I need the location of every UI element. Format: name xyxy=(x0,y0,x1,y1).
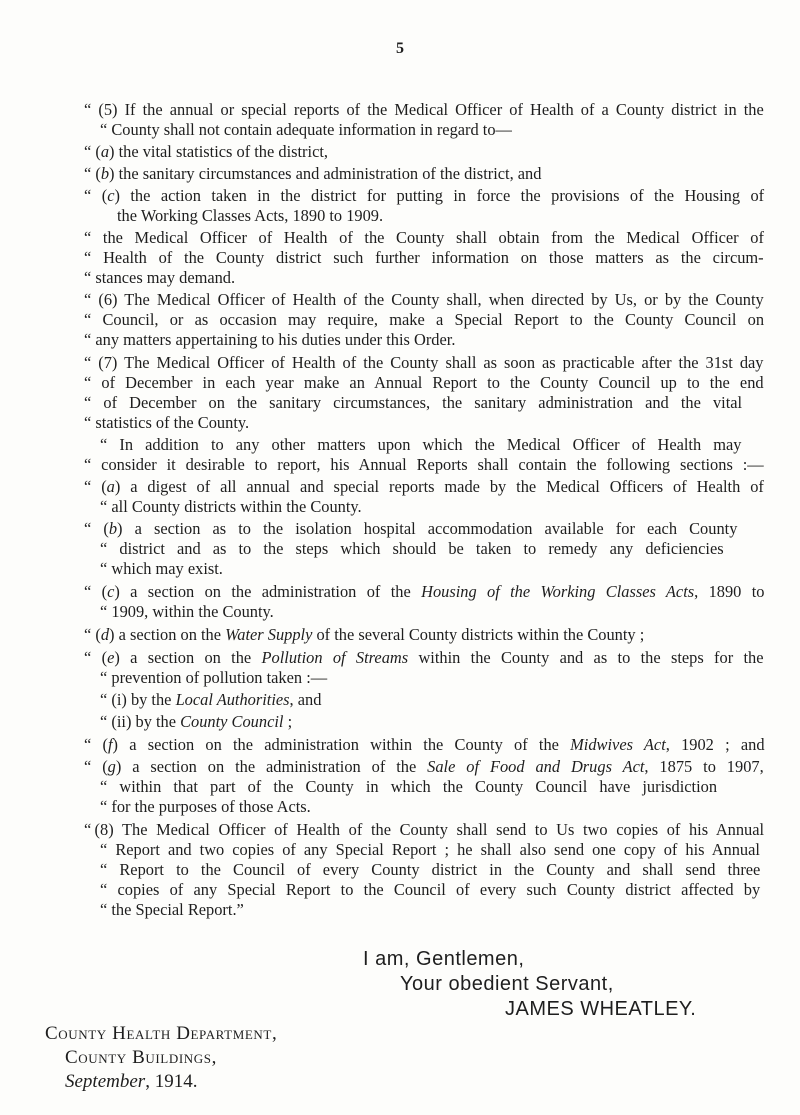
text-line xyxy=(100,539,724,559)
text-segment: “ copies of any Special Report to the Council of every such County district affected by xyxy=(100,880,761,899)
italic-text: c xyxy=(107,186,115,205)
text-line xyxy=(84,393,742,413)
text-segment: “ the Special Report.” xyxy=(100,900,244,919)
text-segment: ) a digest of all annual and special reports made by the Medical Officers of Health of xyxy=(114,477,764,496)
text-segment: “ (6) The Medical Officer of Health of the County shall, when directed by Us, or by the County xyxy=(84,290,764,309)
text-segment: ) a section on the xyxy=(109,625,226,644)
text-segment: “ of December on the sanitary circumstances, the sanitary administration and the vital xyxy=(84,393,743,412)
text-segment: “ (ii) by the xyxy=(100,712,181,731)
text-segment: ) a section on the administration of the xyxy=(114,582,422,601)
text-segment: ) a section on the administration within the County of the xyxy=(112,735,571,754)
text-line xyxy=(84,248,764,268)
text-line xyxy=(84,142,328,162)
text-segment: “ Report and two copies of any Special Report ; he shall also send one copy of his Annual xyxy=(100,840,760,859)
text-segment: the Working Classes Acts, 1890 to 1909. xyxy=(117,206,384,225)
text-segment: “ 1909, within the County. xyxy=(100,602,274,621)
italic-text: d xyxy=(100,625,110,644)
letter-date xyxy=(65,1070,197,1094)
text-line xyxy=(84,648,764,668)
text-segment: “ ( xyxy=(84,757,108,776)
text-segment: “ ( xyxy=(84,164,101,183)
date-year: , 1914. xyxy=(145,1071,198,1092)
text-segment: ) the sanitary circumstances and administration of the district, and xyxy=(109,164,542,183)
italic-text: Sale of Food and Drugs Act xyxy=(427,757,645,776)
text-segment: “ of December in each year make an Annual Report to the County Council up to the end xyxy=(84,373,764,392)
text-segment: “ which may exist. xyxy=(100,559,223,578)
text-line xyxy=(84,228,764,248)
text-segment: ) the vital statistics of the district, xyxy=(109,142,328,161)
date-month: September xyxy=(65,1071,146,1092)
text-segment: ) a section on the xyxy=(114,648,262,667)
italic-text: Midwives Act xyxy=(570,735,666,754)
italic-text: Pollution of Streams xyxy=(261,648,409,667)
text-segment: ) the action taken in the district for putting in force the provisions of the Housing of xyxy=(114,186,765,205)
text-segment: “ In addition to any other matters upon which the Medical Officer of Health may xyxy=(100,435,742,454)
italic-text: g xyxy=(107,757,116,776)
text-line xyxy=(100,712,292,732)
italic-text: c xyxy=(107,582,115,601)
text-segment: “ any matters appertaining to his duties under this Order. xyxy=(84,330,456,349)
text-segment: , 1902 ; and xyxy=(665,735,765,754)
text-line xyxy=(84,477,764,497)
text-segment: “ ( xyxy=(84,582,108,601)
page-number: 5 xyxy=(396,40,404,57)
text-segment: “ Report to the Council of every County district in the County and shall send three xyxy=(100,860,761,879)
text-segment: “ consider it desirable to report, his Annual Reports shall contain the following sections :— xyxy=(84,455,764,474)
text-segment: “ prevention of pollution taken :— xyxy=(100,668,328,687)
text-segment: “ Health of the County district such further information on those matters as the circum- xyxy=(84,248,764,267)
text-line xyxy=(84,310,764,330)
text-line xyxy=(100,797,311,817)
italic-text: a xyxy=(106,477,115,496)
text-line xyxy=(100,840,760,860)
text-segment: “ County shall not contain adequate information in regard to— xyxy=(100,120,512,139)
italic-text: a xyxy=(100,142,110,161)
address-department: County Health Department, xyxy=(45,1023,278,1044)
italic-text: Water Supply xyxy=(225,625,313,644)
text-segment: , 1875 to 1907, xyxy=(644,757,764,776)
text-line xyxy=(100,602,274,622)
text-segment: “ ( xyxy=(84,735,108,754)
text-line xyxy=(117,206,383,226)
italic-text: Housing of the Working Classes Acts xyxy=(421,582,695,601)
text-segment: ) a section on the administration of the xyxy=(115,757,428,776)
text-line xyxy=(100,777,717,797)
text-segment: “ within that part of the County in which the County Council have jurisdiction xyxy=(100,777,718,796)
text-segment: “ all County districts within the County. xyxy=(100,497,362,516)
text-line xyxy=(84,625,644,645)
text-line xyxy=(84,735,765,755)
text-line xyxy=(100,497,362,517)
text-segment: ) a section as to the isolation hospital accommodation available for each County xyxy=(117,519,738,538)
text-segment: “ (i) by the xyxy=(100,690,176,709)
text-segment: “ district and as to the steps which should be taken to remedy any deficiencies xyxy=(100,539,724,558)
text-segment: “ ( xyxy=(84,477,107,496)
text-segment: “ ( xyxy=(84,142,101,161)
italic-text: b xyxy=(108,519,118,538)
text-line xyxy=(84,353,764,373)
text-line xyxy=(100,120,512,140)
text-line xyxy=(84,413,249,433)
text-line xyxy=(84,290,764,310)
text-line xyxy=(100,900,244,920)
text-line xyxy=(84,455,764,475)
text-line xyxy=(84,519,737,539)
text-line xyxy=(84,268,235,288)
signature: JAMES WHEATLEY. xyxy=(505,998,697,1020)
italic-text: Local Authorities xyxy=(175,690,290,709)
text-segment: “ ( xyxy=(84,519,109,538)
address-buildings: County Buildings, xyxy=(65,1047,217,1068)
text-line xyxy=(84,186,764,206)
italic-text: b xyxy=(100,164,110,183)
text-line xyxy=(84,164,541,184)
text-line xyxy=(84,582,764,602)
italic-text: e xyxy=(107,648,115,667)
text-segment: “ for the purposes of those Acts. xyxy=(100,797,311,816)
text-segment: “ (8) The Medical Officer of Health of the County shall send to Us two copies of his Annual xyxy=(84,820,765,839)
text-segment: “ (7) The Medical Officer of Health of the County shall as soon as practicable after the 31st day xyxy=(84,353,764,372)
text-line xyxy=(100,690,321,710)
text-line xyxy=(100,860,760,880)
text-segment: “ ( xyxy=(84,625,101,644)
text-line xyxy=(100,880,760,900)
text-segment: “ (5) If the annual or special reports of the Medical Officer of Health of a County district in the xyxy=(84,100,764,119)
text-segment: “ the Medical Officer of Health of the County shall obtain from the Medical Officer of xyxy=(84,228,764,247)
text-segment: ; xyxy=(283,712,293,731)
text-segment: “ stances may demand. xyxy=(84,268,236,287)
text-line xyxy=(100,559,223,579)
text-line xyxy=(100,668,327,688)
text-segment: of the several County districts within the County ; xyxy=(312,625,645,644)
text-line xyxy=(84,100,764,120)
text-line xyxy=(84,820,764,840)
text-line xyxy=(84,757,764,777)
text-segment: “ Council, or as occasion may require, make a Special Report to the County Council on xyxy=(84,310,765,329)
text-segment: within the County and as to the steps for the xyxy=(408,648,764,667)
valediction: Your obedient Servant, xyxy=(400,973,614,995)
text-segment: “ ( xyxy=(84,186,108,205)
text-segment: , 1890 to xyxy=(694,582,765,601)
text-segment: “ statistics of the County. xyxy=(84,413,250,432)
text-line xyxy=(84,373,764,393)
italic-text: County Council xyxy=(180,712,284,731)
text-segment: “ ( xyxy=(84,648,108,667)
text-line xyxy=(100,435,742,455)
text-segment: , and xyxy=(289,690,322,709)
text-line xyxy=(84,330,455,350)
salutation: I am, Gentlemen, xyxy=(363,948,525,970)
italic-text: f xyxy=(107,735,113,754)
